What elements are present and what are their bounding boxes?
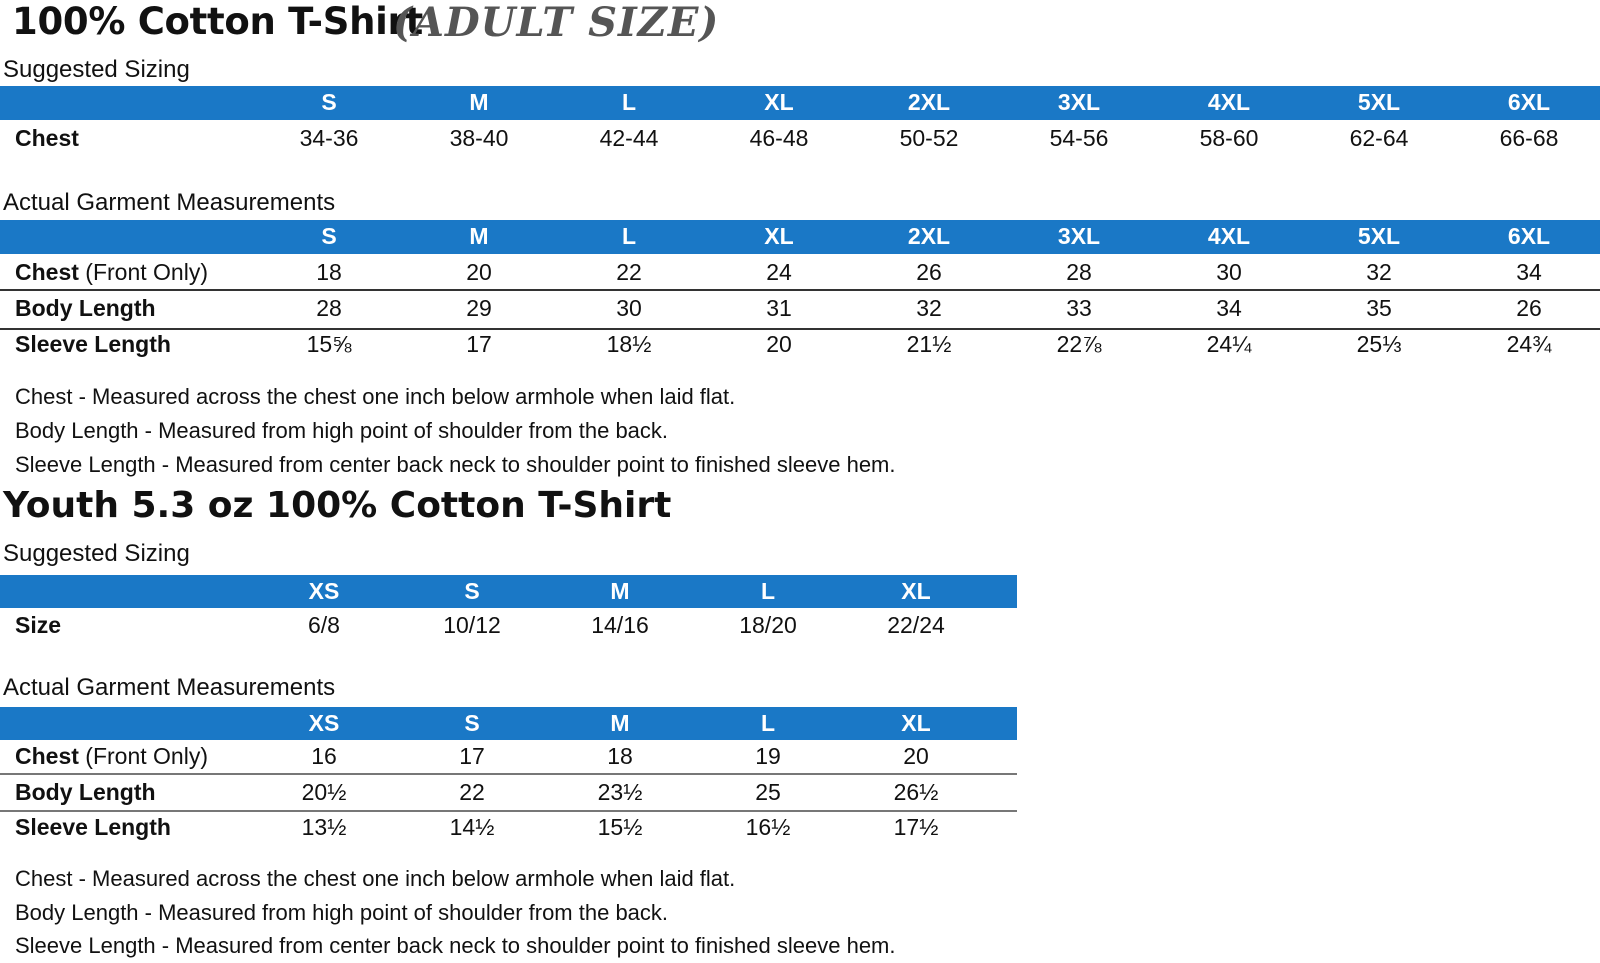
size-header: L xyxy=(621,223,637,249)
youth-suggested-header xyxy=(0,575,1017,608)
adult-suggested-row xyxy=(0,122,1600,156)
table-cell: 15⅝ xyxy=(306,331,352,357)
table-cell: 15½ xyxy=(597,814,643,840)
size-header: 3XL xyxy=(1057,223,1101,249)
row-label: Chest xyxy=(15,259,79,285)
size-header: XL xyxy=(901,578,931,604)
size-header: 5XL xyxy=(1357,89,1401,115)
size-header: S xyxy=(321,89,337,115)
size-header: M xyxy=(610,578,630,604)
size-header: XL xyxy=(764,223,794,249)
adult-title: 100% Cotton T-Shirt xyxy=(12,0,423,43)
size-header: 4XL xyxy=(1207,223,1251,249)
note-body-length: Body Length - Measured from high point of shoulder from the back. xyxy=(15,418,669,443)
size-header: XS xyxy=(308,578,340,604)
youth-title: Youth 5.3 oz 100% Cotton T-Shirt xyxy=(3,485,672,526)
table-row xyxy=(0,328,1600,362)
size-header: 5XL xyxy=(1357,223,1401,249)
table-cell: 28 xyxy=(1066,259,1092,285)
table-cell: 17½ xyxy=(893,814,939,840)
table-cell: 19 xyxy=(755,743,781,769)
table-cell: 26 xyxy=(916,259,942,285)
table-row xyxy=(0,811,1017,845)
table-cell: 58-60 xyxy=(1199,125,1259,151)
table-cell: 24¾ xyxy=(1506,331,1552,357)
row-label: Sleeve Length xyxy=(15,331,171,357)
table-cell: 18 xyxy=(316,259,342,285)
size-header: S xyxy=(464,710,480,736)
table-cell: 30 xyxy=(1216,259,1242,285)
table-cell: 10/12 xyxy=(443,612,501,638)
row-divider xyxy=(0,773,1017,775)
size-header: L xyxy=(760,710,776,736)
table-cell: 20 xyxy=(466,259,492,285)
table-cell: 20½ xyxy=(301,779,347,805)
table-cell: 28 xyxy=(316,295,342,321)
size-header: M xyxy=(469,89,489,115)
row-label: Sleeve Length xyxy=(15,814,171,840)
adult-suggested-label: Suggested Sizing xyxy=(3,56,190,83)
row-label: Body Length xyxy=(15,295,156,321)
table-cell: 66-68 xyxy=(1499,125,1559,151)
table-cell: 54-56 xyxy=(1049,125,1109,151)
size-header: M xyxy=(610,710,630,736)
table-cell: 14/16 xyxy=(591,612,649,638)
note-sleeve-length: Sleeve Length - Measured from center back neck to shoulder point to finished sleeve hem. xyxy=(15,933,896,958)
table-cell: 26½ xyxy=(893,779,939,805)
table-cell: 62-64 xyxy=(1349,125,1409,151)
table-cell: 30 xyxy=(616,295,642,321)
table-cell: 42-44 xyxy=(599,125,659,151)
table-cell: 14½ xyxy=(449,814,495,840)
table-cell: 29 xyxy=(466,295,492,321)
table-cell: 34 xyxy=(1516,259,1542,285)
youth-actual-header xyxy=(0,707,1017,740)
table-cell: 20 xyxy=(903,743,929,769)
youth-actual-label: Actual Garment Measurements xyxy=(3,674,336,701)
note-chest: Chest - Measured across the chest one inch below armhole when laid flat. xyxy=(15,384,736,409)
table-cell: 17 xyxy=(459,743,485,769)
size-header: 2XL xyxy=(907,223,951,249)
table-cell: 32 xyxy=(1366,259,1392,285)
adult-subtitle: (ADULT SIZE) xyxy=(393,0,720,46)
table-cell: 25⅓ xyxy=(1356,331,1402,357)
table-row xyxy=(0,256,1600,290)
table-cell: 25 xyxy=(755,779,781,805)
table-cell: 31 xyxy=(766,295,792,321)
size-header: S xyxy=(321,223,337,249)
table-cell: 18/20 xyxy=(739,612,797,638)
table-cell: 17 xyxy=(466,331,492,357)
size-header: 6XL xyxy=(1507,223,1551,249)
table-cell: 33 xyxy=(1066,295,1092,321)
row-label: Body Length xyxy=(15,779,156,805)
table-cell: 18½ xyxy=(606,331,652,357)
table-cell: 46-48 xyxy=(749,125,809,151)
row-label-suffix: (Front Only) xyxy=(78,259,208,285)
size-header: L xyxy=(760,578,776,604)
size-header: 4XL xyxy=(1207,89,1251,115)
adult-actual-header xyxy=(0,220,1600,254)
table-cell: 38-40 xyxy=(449,125,509,151)
table-cell: 24 xyxy=(766,259,792,285)
table-cell: 34-36 xyxy=(299,125,359,151)
table-row xyxy=(0,776,1017,810)
table-cell: 16 xyxy=(311,743,337,769)
row-label: Chest xyxy=(15,125,79,151)
table-cell: 22 xyxy=(459,779,485,805)
youth-suggested-row xyxy=(0,609,1017,643)
size-header: XL xyxy=(901,710,931,736)
table-row xyxy=(0,740,1017,774)
note-sleeve-length: Sleeve Length - Measured from center back neck to shoulder point to finished sleeve hem. xyxy=(15,452,896,477)
size-header: 2XL xyxy=(907,89,951,115)
size-header: M xyxy=(469,223,489,249)
table-cell: 34 xyxy=(1216,295,1242,321)
size-header: 6XL xyxy=(1507,89,1551,115)
row-label-suffix: (Front Only) xyxy=(78,743,208,769)
size-header: 3XL xyxy=(1057,89,1101,115)
table-cell: 21½ xyxy=(906,331,952,357)
table-row xyxy=(0,292,1600,326)
note-chest: Chest - Measured across the chest one inch below armhole when laid flat. xyxy=(15,866,736,891)
table-cell: 26 xyxy=(1516,295,1542,321)
adult-actual-label: Actual Garment Measurements xyxy=(3,189,336,216)
row-divider xyxy=(0,289,1600,291)
table-cell: 22/24 xyxy=(887,612,945,638)
note-body-length: Body Length - Measured from high point of shoulder from the back. xyxy=(15,900,669,925)
size-header: L xyxy=(621,89,637,115)
table-cell: 22 xyxy=(616,259,642,285)
table-cell: 32 xyxy=(916,295,942,321)
size-header: XL xyxy=(764,89,794,115)
size-header: XS xyxy=(308,710,340,736)
table-cell: 18 xyxy=(607,743,633,769)
table-cell: 6/8 xyxy=(308,612,340,638)
table-cell: 16½ xyxy=(745,814,791,840)
adult-suggested-header xyxy=(0,86,1600,120)
row-label: Size xyxy=(15,612,62,638)
table-cell: 35 xyxy=(1366,295,1392,321)
size-header: S xyxy=(464,578,480,604)
table-cell: 23½ xyxy=(597,779,643,805)
row-label: Chest xyxy=(15,743,79,769)
table-cell: 13½ xyxy=(301,814,347,840)
table-cell: 24¼ xyxy=(1206,331,1252,357)
table-cell: 20 xyxy=(766,331,792,357)
youth-suggested-label: Suggested Sizing xyxy=(3,540,190,567)
table-cell: 22⅞ xyxy=(1056,331,1102,357)
table-cell: 50-52 xyxy=(899,125,959,151)
